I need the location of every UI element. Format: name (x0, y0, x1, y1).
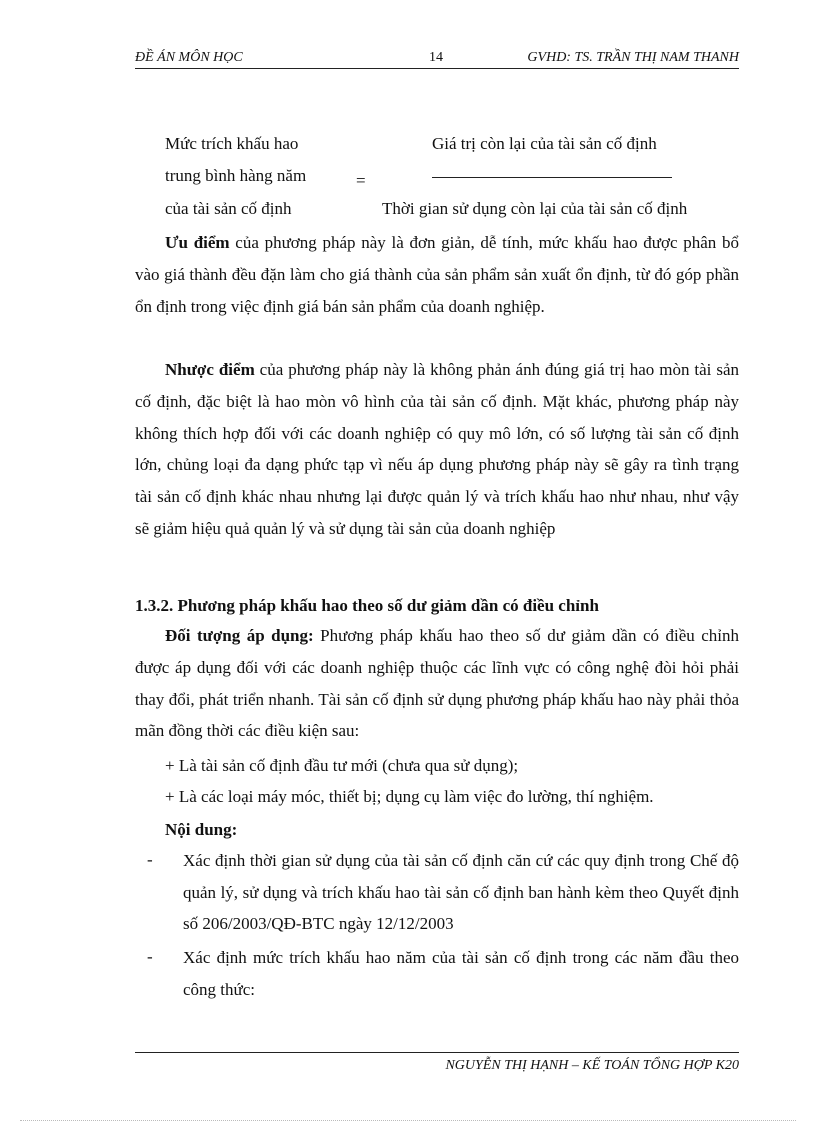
bullet-text: Xác định mức trích khấu hao năm của tài sản cố định trong các năm đầu theo công thức: (183, 948, 739, 999)
advantages-label: Ưu điểm (165, 233, 230, 252)
page-footer: NGUYỄN THỊ HẠNH – KẾ TOÁN TỔNG HỢP K20 (445, 1058, 739, 1073)
condition-item: + Là tài sản cố định đầu tư mới (chưa qua sử dụng); (165, 756, 519, 775)
section-heading: 1.3.2. Phương pháp khấu hao theo số dư giảm dần có điều chỉnh (135, 596, 599, 615)
scope-text: Phương pháp khấu hao theo số dư giảm dần có điều chỉnh được áp dụng đối với các doanh nghiệp thuộc các lĩnh vực có công nghệ đòi hỏi phải thay đổi, phát triển nhanh. Tài sản cố định sử dụng phương pháp khấu hao này phải thỏa mãn đồng thời các điều kiện sau: (135, 626, 739, 741)
advantages-text: của phương pháp này là đơn giản, dễ tính, mức khấu hao được phân bổ vào giá thành đều đặn làm cho giá thành của sản phẩm sản xuất ổn định, từ đó góp phần ổn định trong việc định giá bán sản phẩm của doanh nghiệp. (135, 233, 739, 316)
disadvantages-label: Nhược điểm (165, 360, 255, 379)
page-header (135, 48, 739, 69)
formula-equals-sign: = (356, 171, 366, 190)
bullet-dash: - (147, 850, 153, 869)
advantages-paragraph (135, 227, 739, 322)
header-course-title: ĐỀ ÁN MÔN HỌC (135, 50, 243, 65)
fraction-bar (432, 177, 672, 178)
bullet-text: Xác định thời gian sử dụng của tài sản cố định căn cứ các quy định trong Chế độ quản lý, sử dụng và trích khấu hao tài sản cố định ban hành kèm theo Quyết định số 206/2003/QĐ-BTC ngày 12/12/2003 (183, 851, 739, 933)
bullet-dash: - (147, 947, 153, 966)
formula-numerator: Giá trị còn lại của tài sản cố định (432, 134, 657, 153)
scope-label: Đối tượng áp dụng: (165, 626, 314, 645)
page-number: 14 (429, 50, 443, 65)
disadvantages-text: của phương pháp này là không phản ánh đúng giá trị hao mòn tài sản cố định, đặc biệt là hao mòn vô hình của tài sản cố định. Mặt khác, phương pháp này không thích hợp đối với các doanh nghiệp có quy mô lớn, có số lượng tài sản cố định lớn, chủng loại đa dạng phức tạp vì nếu áp dụng phương pháp này sẽ gây ra tình trạng tài sản cố định khác nhau nhưng lại được quản lý và trích khấu hao như nhau, như vậy sẽ giảm hiệu quả quản lý và sử dụng tài sản của doanh nghiệp (135, 360, 739, 538)
formula-lhs-line1: Mức trích khấu hao (165, 134, 299, 153)
footer-rule (135, 1052, 739, 1053)
content-label: Nội dung: (165, 820, 238, 839)
scope-paragraph (135, 620, 739, 747)
header-supervisor: GVHD: TS. TRẦN THỊ NAM THANH (527, 50, 739, 65)
formula-lhs-line2: trung bình hàng năm (165, 166, 307, 185)
condition-item: + Là các loại máy móc, thiết bị; dụng cụ làm việc đo lường, thí nghiệm. (165, 787, 654, 806)
formula-denominator: Thời gian sử dụng còn lại của tài sản cố định (382, 199, 688, 218)
page-bottom-border (20, 1120, 796, 1121)
disadvantages-paragraph (135, 354, 739, 545)
formula-lhs-line3: của tài sản cố định (165, 199, 292, 218)
